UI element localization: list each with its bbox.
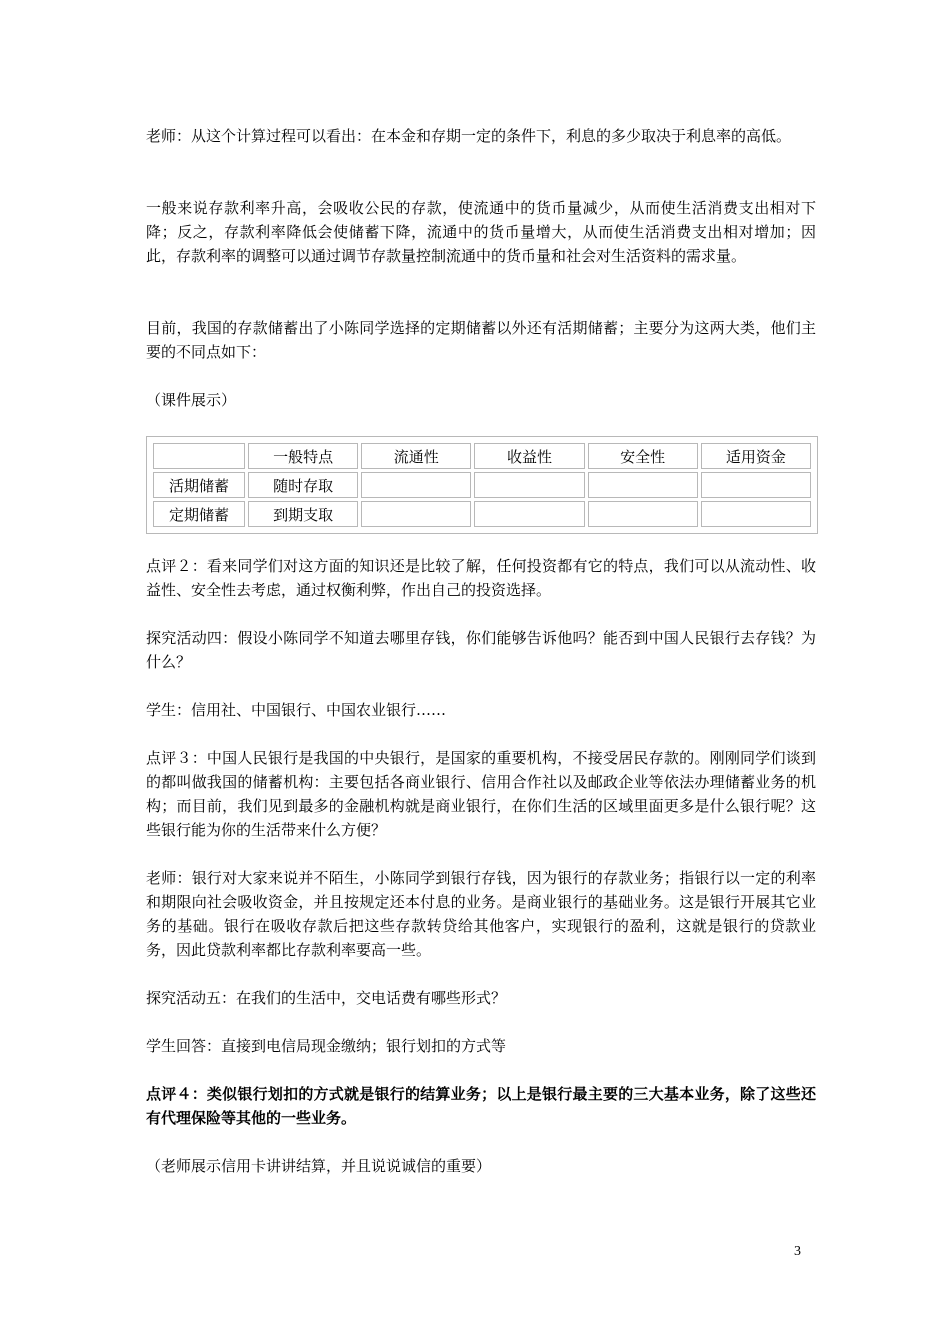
table-row — [153, 501, 811, 527]
savings-comparison-table — [146, 436, 818, 534]
table-cell — [588, 501, 698, 527]
table-cell — [701, 501, 811, 527]
table-cell — [361, 501, 471, 527]
table-cell — [361, 472, 471, 498]
paragraph-student-answer: 学生：信用社、中国银行、中国农业银行…… — [146, 701, 447, 719]
table-header-row — [153, 443, 811, 469]
table-header-cell: 流通性 — [361, 443, 471, 469]
paragraph-student-reply: 学生回答：直接到电信局现金缴纳；银行划扣的方式等 — [146, 1037, 507, 1055]
paragraph-teacher-interest: 老师：从这个计算过程可以看出：在本金和存期一定的条件下，利息的多少取决于利息率的高低。 — [146, 127, 792, 145]
table-row — [153, 472, 811, 498]
table-cell: 定期储蓄 — [153, 501, 245, 527]
paragraph-courseware-show: （课件展示） — [146, 391, 237, 409]
paragraph-interest-rate-effect: 一般来说存款利率升高，会吸收公民的存款，使流通中的货币量减少，从而使生活消费支出相对下降；反之，存款利率降低会使储蓄下降，流通中的货币量增大，从而使生活消费支出相对增加；因此，存款利率的调整可以通过调节存款量控制流通中的货币量和社会对生活资料的需求量。 — [146, 199, 816, 265]
paragraph-comment-4: 点评４：类似银行划扣的方式就是银行的结算业务；以上是银行最主要的三大基本业务，除了这些还有代理保险等其他的一些业务。 — [146, 1085, 816, 1127]
table-cell: 到期支取 — [248, 501, 358, 527]
paragraph-credit-card: （老师展示信用卡讲讲结算，并且说说诚信的重要） — [146, 1157, 492, 1175]
paragraph-savings-types: 目前，我国的存款储蓄出了小陈同学选择的定期储蓄以外还有活期储蓄；主要分为这两大类，他们主要的不同点如下： — [146, 319, 816, 361]
table-header-cell: 一般特点 — [248, 443, 358, 469]
table-cell — [474, 501, 584, 527]
table-header-cell: 收益性 — [474, 443, 584, 469]
table-cell — [588, 472, 698, 498]
table-cell: 活期储蓄 — [153, 472, 245, 498]
table-header-cell — [153, 443, 245, 469]
table-header-cell: 适用资金 — [701, 443, 811, 469]
paragraph-teacher-bank: 老师：银行对大家来说并不陌生，小陈同学到银行存钱，因为银行的存款业务；指银行以一定的利率和期限向社会吸收资金，并且按规定还本付息的业务。是商业银行的基础业务。这是银行开展其它业务的基础。银行在吸收存款后把这些存款转贷给其他客户，实现银行的盈利，这就是银行的贷款业务，因此贷款利率都比存款利率要高一些。 — [146, 869, 816, 959]
page-number: 3 — [794, 1244, 801, 1259]
paragraph-comment-3: 点评３：中国人民银行是我国的中央银行，是国家的重要机构，不接受居民存款的。刚刚同学们谈到的都叫做我国的储蓄机构：主要包括各商业银行、信用合作社以及邮政企业等依法办理储蓄业务的机构；而目前，我们见到最多的金融机构就是商业银行，在你们生活的区域里面更多是什么银行呢？这些银行能为你的生活带来什么方便？ — [146, 749, 816, 839]
table-cell — [474, 472, 584, 498]
paragraph-activity-5: 探究活动五：在我们的生活中，交电话费有哪些形式？ — [146, 989, 507, 1007]
table-header-cell: 安全性 — [588, 443, 698, 469]
paragraph-activity-4: 探究活动四：假设小陈同学不知道去哪里存钱，你们能够告诉他吗？能否到中国人民银行去存钱？为什么？ — [146, 629, 816, 671]
paragraph-comment-2: 点评２：看来同学们对这方面的知识还是比较了解，任何投资都有它的特点，我们可以从流动性、收益性、安全性去考虑，通过权衡利弊，作出自己的投资选择。 — [146, 557, 816, 599]
table-cell — [701, 472, 811, 498]
table-cell: 随时存取 — [248, 472, 358, 498]
